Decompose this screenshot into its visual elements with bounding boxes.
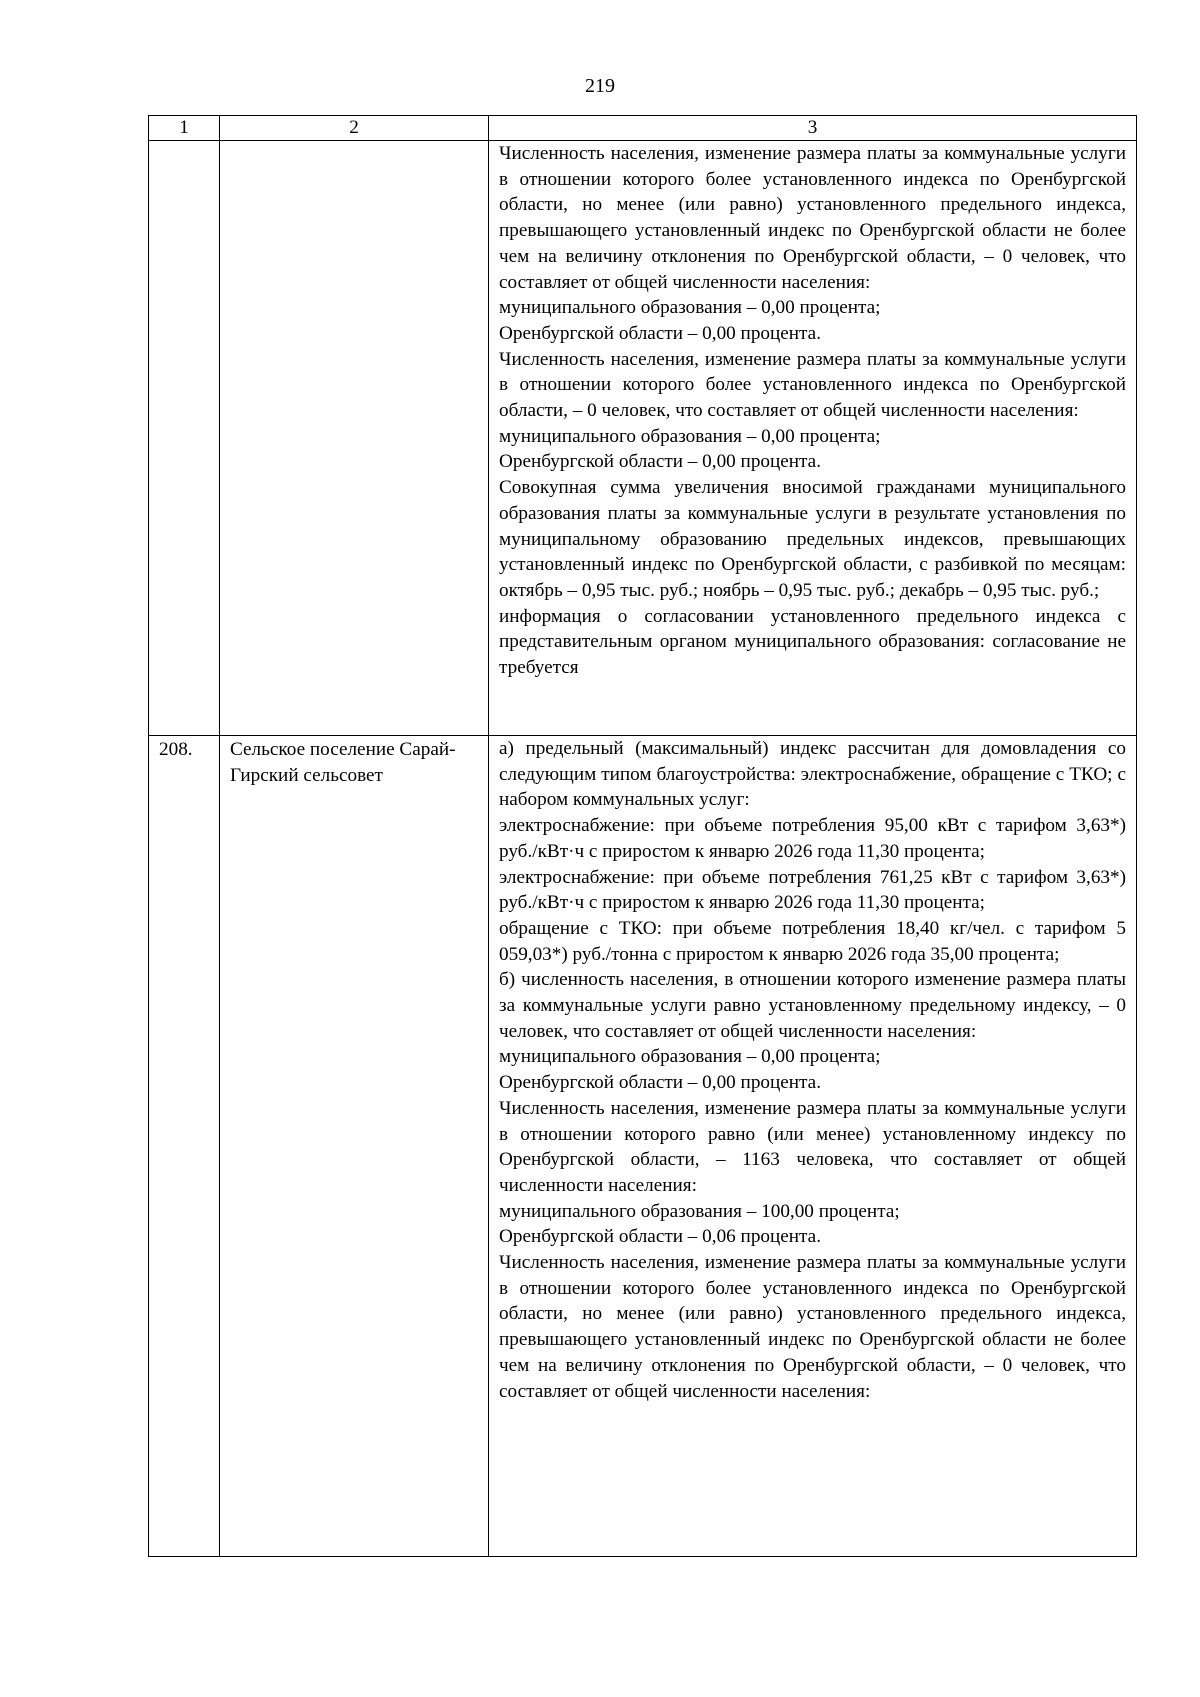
row-number-cell: 208.	[149, 736, 220, 1557]
paragraph: муниципального образования – 0,00 процента;	[499, 425, 881, 447]
page-number: 219	[585, 75, 615, 97]
paragraph: обращение с ТКО: при объеме потребления 18,40 кг/чел. с тарифом 5 059,03*) руб./тонна с приростом к январю 2026 года 35,00 процента;	[499, 917, 1126, 965]
paragraph: Оренбургской области – 0,00 процента.	[499, 451, 821, 473]
paragraph: электроснабжение: при объеме потребления 95,00 кВт с тарифом 3,63*) руб./кВт·ч с приростом к январю 2026 года 11,30 процента;	[499, 815, 1126, 862]
row-description-cell	[489, 141, 1137, 736]
table-header-row	[149, 116, 1137, 141]
row-name-cell	[220, 141, 489, 736]
paragraph: Оренбургской области – 0,06 процента.	[499, 1226, 821, 1248]
paragraph: б) численность населения, в отношении которого изменение размера платы за коммунальные услуги равно установленному предельному индексу, – 0 человек, что составляет от общей численности населения:	[499, 969, 1126, 1042]
paragraph: муниципального образования – 0,00 процента;	[499, 1046, 881, 1068]
column-header-3: 3	[489, 116, 1137, 141]
paragraph: электроснабжение: при объеме потребления 761,25 кВт с тарифом 3,63*) руб./кВт·ч с приростом к январю 2026 года 11,30 процента;	[499, 866, 1126, 914]
paragraph: муниципального образования – 100,00 процента;	[499, 1200, 900, 1222]
column-header-2: 2	[220, 116, 489, 141]
paragraph: информация о согласовании установленного предельного индекса с представительным органом муниципального образования: согласование не требуется	[499, 605, 1126, 679]
paragraph: Совокупная сумма увеличения вносимой гражданами муниципального образования платы за коммунальные услуги в результате установления по муниципальному образованию предельных индексов, превышающих установленный индекс по Оренбургской области, с разбивкой по месяцам: октябрь – 0,95 тыс. руб.; ноябрь – 0,95 тыс. руб.; декабрь – 0,95 тыс. руб.;	[499, 477, 1126, 601]
table-row	[149, 736, 1137, 1557]
row-name-cell: Сельское поселение Сарай-Гирский сельсовет	[220, 736, 489, 1557]
paragraph: муниципального образования – 0,00 процента;	[499, 297, 881, 319]
table-row	[149, 141, 1137, 736]
paragraph: а) предельный (максимальный) индекс рассчитан для домовладения со следующим типом благоустройства: электроснабжение, обращение с ТКО; с набором коммунальных услуг:	[499, 738, 1126, 811]
data-table	[148, 115, 1137, 1557]
paragraph: Численность населения, изменение размера платы за коммунальные услуги в отношении которого более установленного индекса по Оренбургской области, но менее (или равно) установленного предельного индекса, превышающего установленный индекс по Оренбургской области не более чем на величину отклонения по Оренбургской области, – 0 человек, что составляет от общей численности населения:	[499, 143, 1126, 293]
column-header-1: 1	[149, 116, 220, 141]
paragraph: Численность населения, изменение размера платы за коммунальные услуги в отношении которого равно (или менее) установленному индексу по Оренбургской области, – 1163 человека, что составляет от общей численности населения:	[499, 1097, 1126, 1196]
row-description-cell	[489, 736, 1137, 1557]
paragraph: Численность населения, изменение размера платы за коммунальные услуги в отношении которого более установленного индекса по Оренбургской области, но менее (или равно) установленного предельного индекса, превышающего установленный индекс по Оренбургской области не более чем на величину отклонения по Оренбургской области, – 0 человек, что составляет от общей численности населения:	[499, 1252, 1126, 1402]
row-number-cell	[149, 141, 220, 736]
paragraph: Оренбургской области – 0,00 процента.	[499, 322, 821, 344]
paragraph: Численность населения, изменение размера платы за коммунальные услуги в отношении которого более установленного индекса по Оренбургской области, – 0 человек, что составляет от общей численности населения:	[499, 348, 1126, 422]
paragraph: Оренбургской области – 0,00 процента.	[499, 1072, 821, 1094]
